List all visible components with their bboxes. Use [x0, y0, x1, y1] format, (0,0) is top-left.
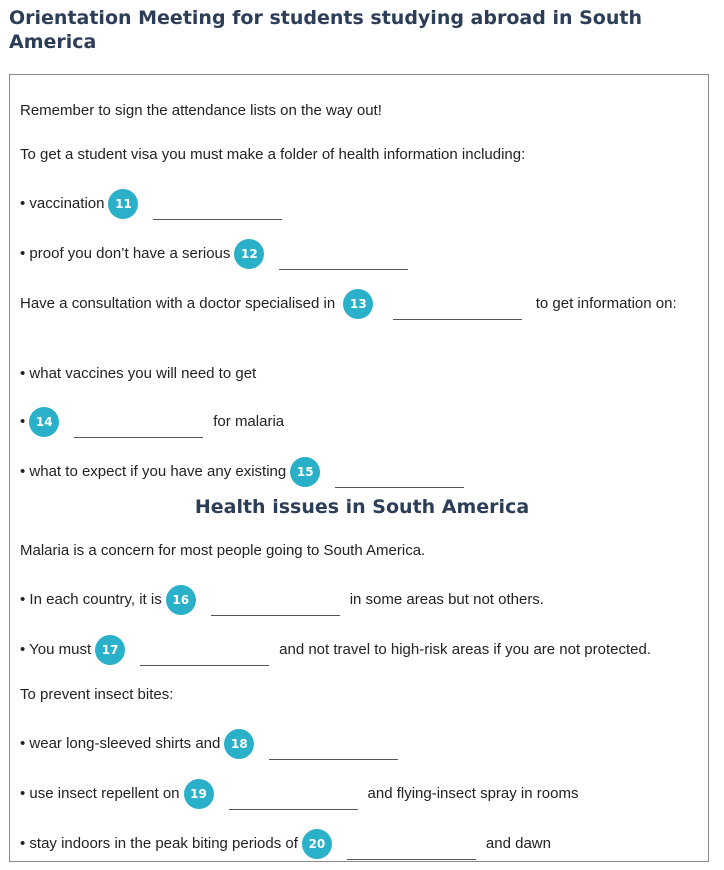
text-line: • stay indoors in the peak biting periods of — [20, 835, 298, 852]
text-line: • what to expect if you have any existing — [20, 463, 287, 480]
text-line: Remember to sign the attendance lists on the way out! — [20, 102, 382, 119]
answer-input-14[interactable] — [74, 419, 203, 438]
text-line: • what vaccines you will need to get — [20, 365, 257, 382]
answer-input-16[interactable] — [211, 597, 340, 616]
question-row-19 — [20, 779, 578, 809]
question-row-13 — [20, 289, 690, 319]
text-line: and flying-insect spray in rooms — [367, 785, 579, 802]
answer-input-11[interactable] — [153, 201, 282, 220]
text-line: for malaria — [213, 413, 285, 430]
text-line: and dawn — [485, 835, 551, 852]
answer-input-13[interactable] — [393, 301, 522, 320]
answer-input-12[interactable] — [279, 251, 408, 270]
answer-input-20[interactable] — [347, 841, 476, 860]
text-line: • In each country, it is — [20, 591, 162, 608]
text-line: and not travel to high-risk areas if you are not protected. — [279, 641, 652, 658]
text-line: • proof you don’t have a serious — [20, 245, 231, 262]
question-row-18 — [20, 729, 408, 759]
text-line: in some areas but not others. — [349, 591, 544, 608]
question-number-badge: 12 — [234, 239, 264, 269]
question-number-badge: 13 — [343, 289, 373, 319]
text-line: • You must — [20, 641, 92, 658]
question-row-12 — [20, 239, 418, 269]
question-row-16 — [20, 585, 544, 615]
page-title: Orientation Meeting for students studying abroad in South America — [9, 7, 642, 53]
question-number-badge: 14 — [29, 407, 59, 437]
question-number-badge: 16 — [166, 585, 196, 615]
question-number-badge: 18 — [224, 729, 254, 759]
answer-input-19[interactable] — [229, 791, 358, 810]
question-number-badge: 11 — [108, 189, 138, 219]
text-line: to get information on: — [535, 294, 677, 312]
answer-input-18[interactable] — [269, 741, 398, 760]
question-row-15 — [20, 457, 474, 487]
text-line: To get a student visa you must make a folder of health information including: — [20, 146, 526, 163]
answer-input-17[interactable] — [140, 647, 269, 666]
text-line: Have a consultation with a doctor specialised in — [20, 294, 336, 312]
question-number-badge: 20 — [302, 829, 332, 859]
question-row-11 — [20, 189, 292, 219]
text-line: To prevent insect bites: — [20, 686, 174, 703]
answer-input-15[interactable] — [335, 469, 464, 488]
text-line: • — [20, 413, 26, 430]
question-row-17 — [20, 635, 651, 665]
section-heading: Health issues in South America — [194, 496, 530, 518]
text-line: • use insect repellent on — [20, 785, 180, 802]
text-line: • vaccination — [20, 195, 105, 212]
question-number-badge: 15 — [290, 457, 320, 487]
question-row-14 — [20, 407, 284, 437]
question-number-badge: 19 — [184, 779, 214, 809]
text-line: • wear long-sleeved shirts and — [20, 735, 221, 752]
question-number-badge: 17 — [95, 635, 125, 665]
text-line: Malaria is a concern for most people going to South America. — [20, 542, 426, 559]
question-row-20 — [20, 829, 551, 859]
